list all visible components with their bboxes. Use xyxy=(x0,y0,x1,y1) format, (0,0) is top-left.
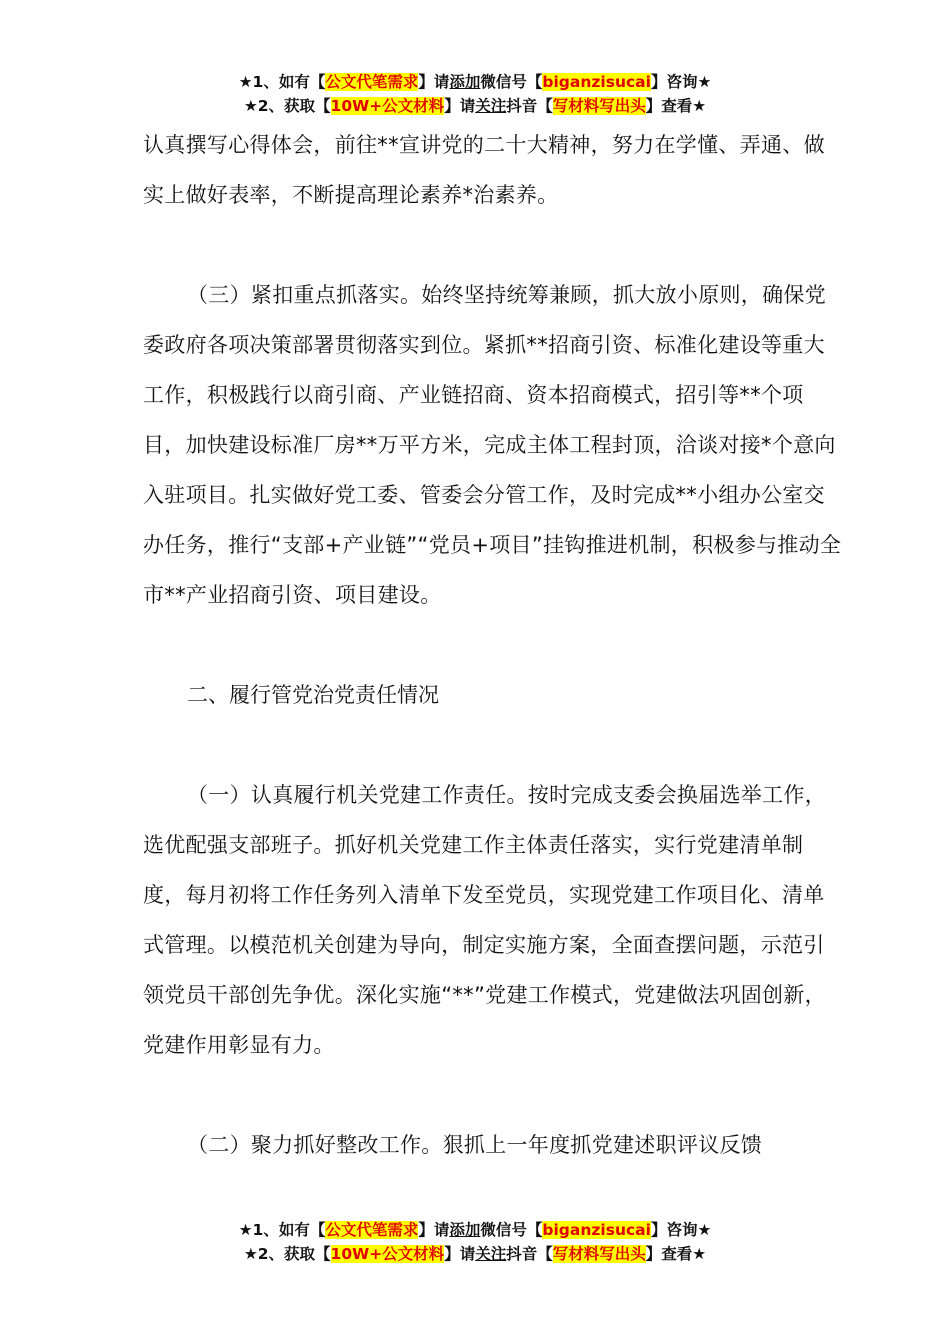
paragraph-spacer xyxy=(143,220,843,270)
promo-banner-top xyxy=(0,70,950,118)
promo-text: 微信号【 xyxy=(480,73,543,91)
promo-text: ★2、获取【 xyxy=(243,1245,331,1263)
paragraph-subsection-2: （二）聚力抓好整改工作。狠抓上一年度抓党建述职评议反馈 xyxy=(187,1133,763,1157)
promo-line-1 xyxy=(0,70,950,94)
highlight-text: 10W+公文材料 xyxy=(330,1245,445,1263)
highlight-text: 10W+公文材料 xyxy=(330,97,445,115)
paragraph-subsection-1: （一）认真履行机关党建工作责任。按时完成支委会换届选举工作，选优配强支部班子。抓好机关党建工作主体责任落实，实行党建清单制度，每月初将工作任务列入清单下发至党员，实现党建工作项目化、清单式管理。以模范机关创建为导向，制定实施方案，全面查摆问题，示范引领党员干部创先争优。深化实施“**”党建工作模式，党建做法巩固创新，党建作用彰显有力。 xyxy=(143,783,826,1057)
paragraph-section-3: （三）紧扣重点抓落实。始终坚持统筹兼顾，抓大放小原则，确保党委政府各项决策部署贯彻落实到位。紧抓**招商引资、标准化建设等重大工作，积极践行以商引商、产业链招商、资本招商模式，招引等**个项目，加快建设标准厂房**万平方米，完成主体工程封顶，洽谈对接*个意向入驻项目。扎实做好党工委、管委会分管工作，及时完成**小组办公室交办任务，推行“支部+产业链”“党员+项目”挂钩推进机制，积极参与推动全市**产业招商引资、项目建设。 xyxy=(143,283,842,607)
document-body xyxy=(143,120,843,1170)
douyin-id-highlight: 写材料写出头 xyxy=(552,1245,646,1263)
promo-text: 抖音【 xyxy=(506,1245,553,1263)
promo-text: 】请 xyxy=(418,1221,450,1239)
paragraph-spacer xyxy=(143,720,843,770)
highlight-text: 公文代笔需求 xyxy=(325,73,419,91)
paragraph-spacer xyxy=(143,620,843,670)
douyin-id-highlight: 写材料写出头 xyxy=(552,97,646,115)
underlined-text: 添加 xyxy=(449,73,481,91)
promo-line-2 xyxy=(0,94,950,118)
promo-text: 】请 xyxy=(418,73,450,91)
promo-text: 】查看★ xyxy=(645,1245,707,1263)
promo-text: 】请 xyxy=(444,97,476,115)
wechat-id-highlight: biganzisucai xyxy=(542,73,651,91)
promo-line-1 xyxy=(0,1218,950,1242)
promo-text: 】查看★ xyxy=(645,97,707,115)
promo-line-2 xyxy=(0,1242,950,1266)
promo-banner-bottom xyxy=(0,1218,950,1266)
promo-text: 】咨询★ xyxy=(650,73,712,91)
promo-text: ★1、如有【 xyxy=(238,1221,326,1239)
underlined-text: 关注 xyxy=(475,1245,507,1263)
wechat-id-highlight: biganzisucai xyxy=(542,1221,651,1239)
promo-text: 微信号【 xyxy=(480,1221,543,1239)
underlined-text: 添加 xyxy=(449,1221,481,1239)
promo-text: 】请 xyxy=(444,1245,476,1263)
underlined-text: 关注 xyxy=(475,97,507,115)
promo-text: ★2、获取【 xyxy=(243,97,331,115)
promo-text: 】咨询★ xyxy=(650,1221,712,1239)
paragraph-spacer xyxy=(143,1070,843,1120)
paragraph-continuation: 认真撰写心得体会，前往**宣讲党的二十大精神，努力在学懂、弄通、做实上做好表率，不断提高理论素养*治素养。 xyxy=(143,133,825,207)
section-heading: 二、履行管党治党责任情况 xyxy=(187,683,439,707)
highlight-text: 公文代笔需求 xyxy=(325,1221,419,1239)
promo-text: ★1、如有【 xyxy=(238,73,326,91)
promo-text: 抖音【 xyxy=(506,97,553,115)
